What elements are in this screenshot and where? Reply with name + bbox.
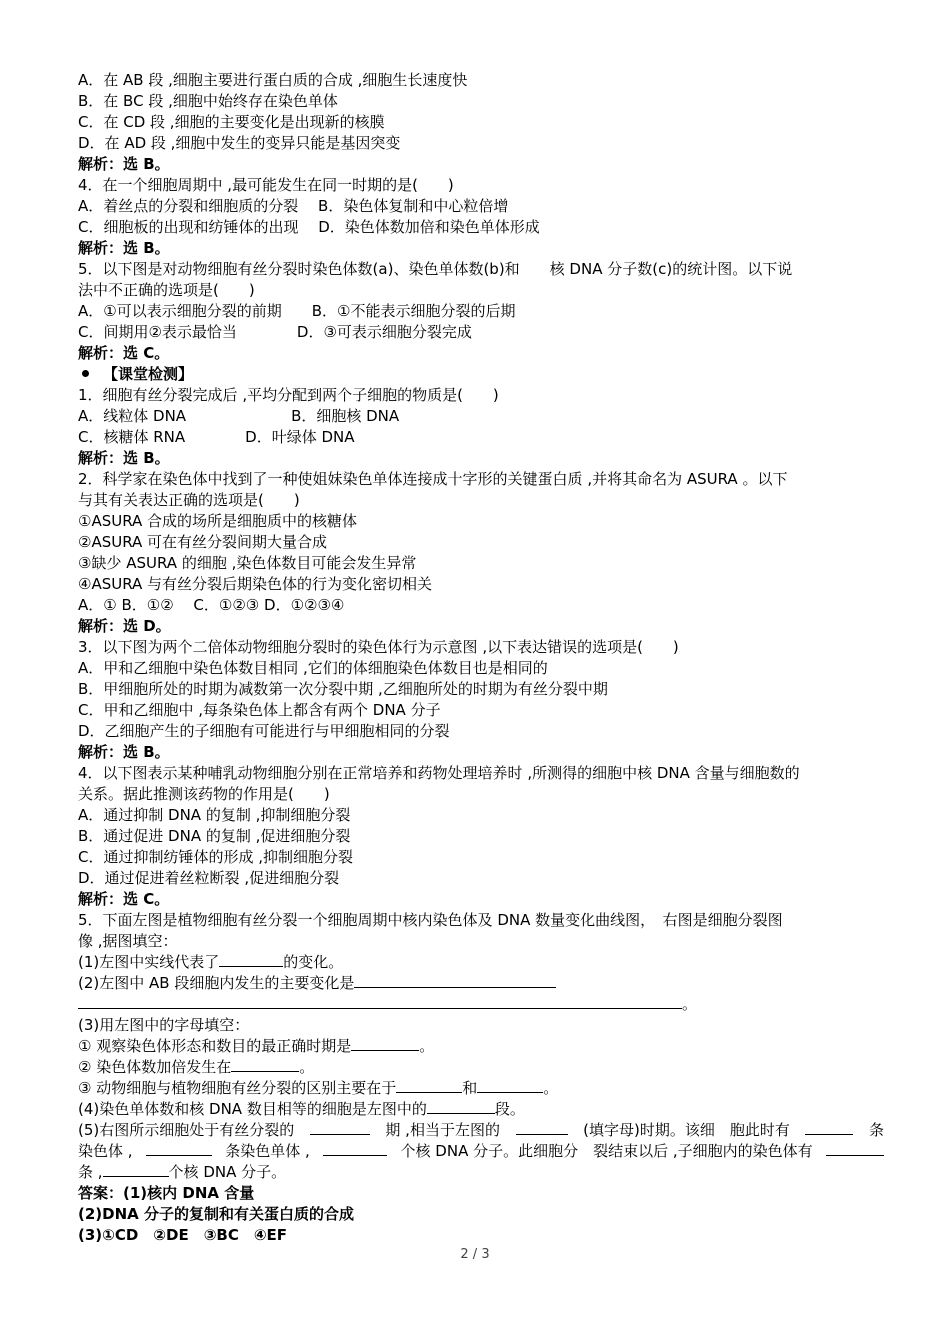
fill-question-3: (3)用左图中的字母填空： [78, 1016, 250, 1034]
test-question-4-stem-continued: 关系。据此推测该药物的作用是( ) [78, 785, 330, 803]
answer-blank[interactable] [516, 1120, 568, 1135]
test-question-4-option-c: C．通过抑制纺锤体的形成 ,抑制细胞分裂 [78, 848, 354, 866]
explanation-line: 解析：选 C。 [78, 890, 170, 908]
option-b-bc-segment: B．在 BC 段 ,细胞中始终存在染色单体 [78, 92, 338, 110]
test-question-5-stem-continued: 像 ,据图填空： [78, 932, 178, 950]
answer-line-1: 答案：(1)核内 DNA 含量 [78, 1184, 255, 1202]
explanation-line: 解析：选 B。 [78, 449, 170, 467]
test-question-3-option-d: D．乙细胞产生的子细胞有可能进行与甲细胞相同的分裂 [78, 722, 450, 740]
answer-blank[interactable] [103, 1162, 169, 1177]
question-5-stem-continued: 法中不正确的选项是( ) [78, 281, 255, 299]
test-question-5-stem: 5．下面左图是植物细胞有丝分裂一个细胞周期中核内染色体及 DNA 数量变化曲线图， 右图是细胞分裂图 [78, 911, 783, 929]
question-5-stem: 5．以下图是对动物细胞有丝分裂时染色体数(a)、染色单体数(b)和 核 DNA 分子数(c)的统计图。以下说 [78, 260, 793, 278]
answer-blank[interactable] [146, 1141, 212, 1156]
answer-blank[interactable] [826, 1141, 884, 1156]
statement-1: ①ASURA 合成的场所是细胞质中的核糖体 [78, 512, 358, 530]
test-question-4-stem: 4．以下图表示某种哺乳动物细胞分别在正常培养和药物处理培养时 ,所测得的细胞中核 DNA 含量与细胞数的 [78, 764, 800, 782]
fill-question-3-item-3: ③ 动物细胞与植物细胞有丝分裂的区别主要在于 和 。 [78, 1079, 559, 1097]
fill-question-2: (2)左图中 AB 段细胞内发生的主要变化是 [78, 973, 884, 994]
answer-line-2: (2)DNA 分子的复制和有关蛋白质的合成 [78, 1205, 354, 1223]
question-5-options-cd: C．间期用②表示最恰当 D．③可表示细胞分裂完成 [78, 323, 472, 341]
test-question-4-option-b: B．通过促进 DNA 的复制 ,促进细胞分裂 [78, 827, 351, 845]
explanation-line: 解析：选 C。 [78, 344, 170, 362]
answer-blank[interactable] [427, 1099, 495, 1114]
test-question-2-stem: 2．科学家在染色体中找到了一种使姐妹染色单体连接成十字形的关键蛋白质 ,并将其命名为 ASURA 。以下 [78, 470, 788, 488]
option-c-cd-segment: C．在 CD 段 ,细胞的主要变化是出现新的核膜 [78, 113, 385, 131]
question-4-stem: 4．在一个细胞周期中 ,最可能发生在同一时期的是( ) [78, 176, 454, 194]
option-a-ab-segment: A．在 AB 段 ,细胞主要进行蛋白质的合成 ,细胞生长速度快 [78, 71, 468, 89]
explanation-line: 解析：选 D。 [78, 617, 171, 635]
fill-question-5: (5)右图所示细胞处于有丝分裂的 期 ,相当于左图的 (填字母)时期。该细 胞此时有 条 [78, 1121, 884, 1139]
explanation-line: 解析：选 B。 [78, 239, 170, 257]
fill-question-4: (4)染色单体数和核 DNA 数目相等的细胞是左图中的 段。 [78, 1100, 525, 1118]
fill-question-3-item-2: ② 染色体数加倍发生在 。 [78, 1058, 315, 1076]
bullet-icon [82, 370, 89, 377]
fill-question-5-continued: 染色体 , 条染色单体 , 个核 DNA 分子。此细胞分 裂结束以后 ,子细胞内的染色体有 [78, 1141, 884, 1162]
option-d-ad-segment: D．在 AD 段 ,细胞中发生的变异只能是基因突变 [78, 134, 401, 152]
answer-blank[interactable] [477, 1078, 543, 1093]
test-question-3-option-b: B．甲细胞所处的时期为减数第一次分裂中期 ,乙细胞所处的时期为有丝分裂中期 [78, 680, 608, 698]
answer-blank[interactable] [78, 994, 682, 1009]
test-question-1-options-cd: C．核糖体 RNA D．叶绿体 DNA [78, 428, 355, 446]
fill-question-5-end: 条 , 个核 DNA 分子。 [78, 1163, 287, 1181]
answer-blank[interactable] [351, 1036, 419, 1051]
test-question-1-stem: 1．细胞有丝分裂完成后 ,平均分配到两个子细胞的物质是( ) [78, 386, 499, 404]
fill-question-2-continued: 。 [78, 994, 884, 1015]
test-question-3-option-a: A．甲和乙细胞中染色体数目相同 ,它们的体细胞染色体数目也是相同的 [78, 659, 548, 677]
page-number: 2 / 3 [460, 1247, 490, 1262]
statement-2: ②ASURA 可在有丝分裂间期大量合成 [78, 533, 328, 551]
answer-line-3: (3)①CD ②DE ③BC ④EF [78, 1226, 288, 1244]
answer-blank[interactable] [310, 1120, 370, 1135]
test-question-2-options: A．① B．①② C．①②③ D．①②③④ [78, 596, 345, 614]
statement-4: ④ASURA 与有丝分裂后期染色体的行为变化密切相关 [78, 575, 433, 593]
statement-3: ③缺少 ASURA 的细胞 ,染色体数目可能会发生异常 [78, 554, 417, 572]
explanation-line: 解析：选 B。 [78, 155, 170, 173]
question-4-options-cd: C．细胞板的出现和纺锤体的出现 D．染色体数加倍和染色单体形成 [78, 218, 540, 236]
fill-question-1: (1)左图中实线代表了 的变化。 [78, 953, 344, 971]
test-question-2-stem-continued: 与其有关表达正确的选项是( ) [78, 491, 300, 509]
answer-blank[interactable] [219, 952, 283, 967]
question-4-options-ab: A．着丝点的分裂和细胞质的分裂 B．染色体复制和中心粒倍增 [78, 197, 509, 215]
section-heading-classroom-test: 【课堂检测】 [78, 364, 884, 385]
answer-blank[interactable] [396, 1078, 462, 1093]
test-question-3-option-c: C．甲和乙细胞中 ,每条染色体上都含有两个 DNA 分子 [78, 701, 441, 719]
test-question-4-option-a: A．通过抑制 DNA 的复制 ,抑制细胞分裂 [78, 806, 351, 824]
test-question-1-options-ab: A．线粒体 DNA B．细胞核 DNA [78, 407, 400, 425]
answer-blank[interactable] [323, 1141, 387, 1156]
answer-blank[interactable] [354, 973, 556, 988]
fill-question-3-item-1: ① 观察染色体形态和数目的最正确时期是 。 [78, 1037, 435, 1055]
test-question-4-option-d: D．通过促进着丝粒断裂 ,促进细胞分裂 [78, 869, 340, 887]
test-question-3-stem: 3．以下图为两个二倍体动物细胞分裂时的染色体行为示意图 ,以下表达错误的选项是( ) [78, 638, 679, 656]
question-5-options-ab: A．①可以表示细胞分裂的前期 B．①不能表示细胞分裂的后期 [78, 302, 516, 320]
answer-blank[interactable] [805, 1120, 853, 1135]
answer-blank[interactable] [231, 1057, 299, 1072]
explanation-line: 解析：选 B。 [78, 743, 170, 761]
